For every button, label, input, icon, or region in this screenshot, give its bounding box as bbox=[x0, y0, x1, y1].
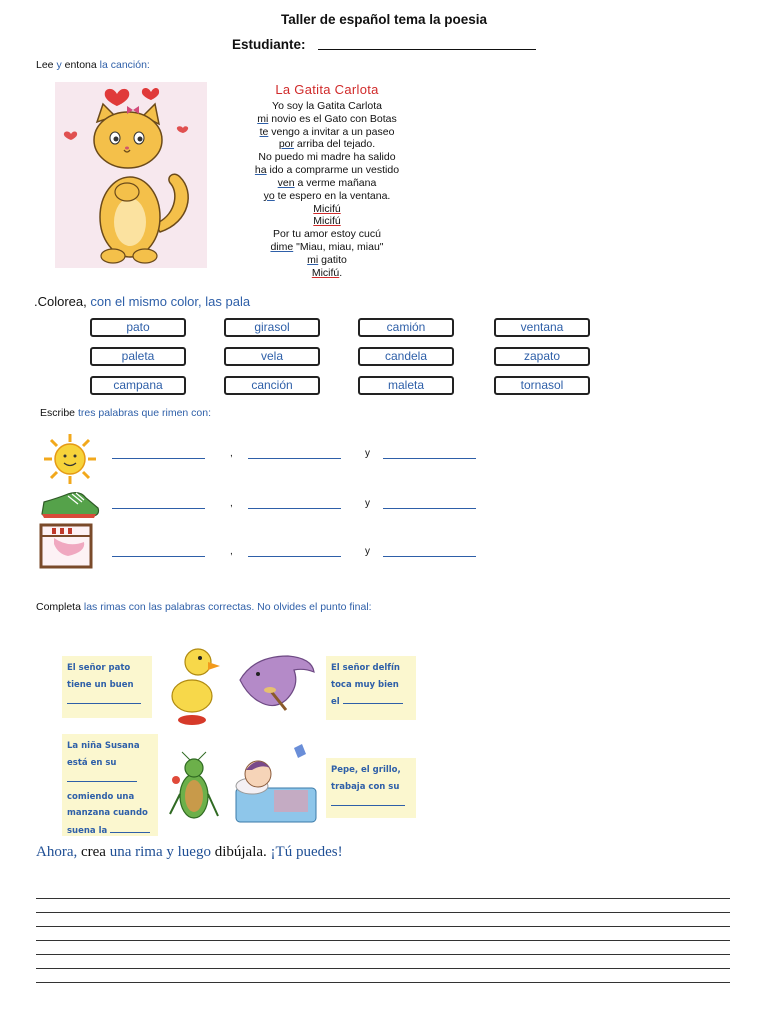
writing-line[interactable] bbox=[36, 926, 730, 927]
section4-instruction: Completa las rimas con las palabras correctas. No olvides el punto final: bbox=[36, 601, 372, 613]
section1-instruction: Lee y entona la canción: bbox=[36, 59, 150, 71]
rhyme-blank[interactable] bbox=[383, 508, 476, 509]
and-separator: y bbox=[365, 546, 370, 557]
section5-instruction: Ahora, crea una rima y luego dibújala. ¡Tú puedes! bbox=[36, 844, 343, 860]
writing-line[interactable] bbox=[36, 898, 730, 899]
section3-instruction: Escribe tres palabras que rimen con: bbox=[40, 407, 212, 419]
rhyme-blank[interactable] bbox=[383, 458, 476, 459]
poem-line: No puedo mi madre ha salido bbox=[258, 151, 396, 164]
duck-icon bbox=[160, 640, 224, 726]
poem-line: Yo soy la Gatita Carlota bbox=[272, 99, 382, 112]
section2-instruction: .Colorea, con el mismo color, las pala bbox=[34, 294, 251, 309]
card-blank[interactable] bbox=[67, 693, 141, 704]
rhyme-blank[interactable] bbox=[112, 458, 205, 459]
window-icon bbox=[38, 522, 94, 570]
word-box[interactable]: maleta bbox=[358, 376, 454, 395]
word-box[interactable]: girasol bbox=[224, 318, 320, 337]
writing-line[interactable] bbox=[36, 982, 730, 983]
word-box[interactable]: candela bbox=[358, 347, 454, 366]
word-box[interactable]: paleta bbox=[90, 347, 186, 366]
poem-line: mi gatito bbox=[307, 253, 347, 266]
poem-line: por arriba del tejado. bbox=[278, 138, 376, 151]
poem-line: ha ido a comprarme un vestido bbox=[254, 164, 400, 177]
writing-line[interactable] bbox=[36, 954, 730, 955]
word-box[interactable]: pato bbox=[90, 318, 186, 337]
writing-line[interactable] bbox=[36, 940, 730, 941]
page-title: Taller de español tema la poesia bbox=[280, 12, 488, 27]
comma-separator: , bbox=[230, 448, 233, 459]
cat-illustration bbox=[55, 82, 207, 268]
poem bbox=[232, 84, 422, 280]
poem-title: La Gatita Carlota bbox=[275, 82, 379, 97]
girl-in-bed-icon bbox=[230, 744, 320, 826]
cat-icon bbox=[55, 82, 207, 268]
comma-separator: , bbox=[230, 498, 233, 509]
rhyme-blank[interactable] bbox=[383, 556, 476, 557]
word-box[interactable]: ventana bbox=[494, 318, 590, 337]
poem-line: Micifú bbox=[313, 202, 341, 215]
rhyme-card-delfin: El señor delfín toca muy bien el bbox=[326, 656, 416, 720]
comma-separator: , bbox=[230, 546, 233, 557]
dolphin-icon bbox=[234, 646, 318, 712]
word-box[interactable]: campana bbox=[90, 376, 186, 395]
writing-line[interactable] bbox=[36, 912, 730, 913]
word-box[interactable]: canción bbox=[224, 376, 320, 395]
rhyme-blank[interactable] bbox=[112, 556, 205, 557]
word-box[interactable]: vela bbox=[224, 347, 320, 366]
shoe-icon bbox=[38, 488, 102, 520]
rhyme-blank[interactable] bbox=[248, 458, 341, 459]
card-blank[interactable] bbox=[67, 771, 137, 782]
poem-line: yo te espero en la ventana. bbox=[263, 189, 391, 202]
student-name-field[interactable] bbox=[318, 49, 536, 50]
word-box[interactable]: tornasol bbox=[494, 376, 590, 395]
card-blank[interactable] bbox=[110, 822, 150, 833]
sun-icon bbox=[36, 432, 104, 486]
writing-line[interactable] bbox=[36, 968, 730, 969]
rhyme-card-pato: El señor pato tiene un buen bbox=[62, 656, 152, 718]
word-box[interactable]: zapato bbox=[494, 347, 590, 366]
rhyme-card-susana: La niña Susana está en su comiendo una manzana cuando suena la bbox=[62, 734, 158, 836]
poem-line: Micifú bbox=[313, 215, 341, 228]
poem-line: te vengo a invitar a un paseo bbox=[259, 125, 395, 138]
rhyme-blank[interactable] bbox=[248, 508, 341, 509]
and-separator: y bbox=[365, 498, 370, 509]
poem-line: dime "Miau, miau, miau" bbox=[270, 241, 384, 254]
student-label: Estudiante: bbox=[232, 37, 306, 52]
card-blank[interactable] bbox=[331, 795, 405, 806]
poem-line: Por tu amor estoy cucú bbox=[273, 228, 381, 241]
rhyme-blank[interactable] bbox=[248, 556, 341, 557]
word-box[interactable]: camión bbox=[358, 318, 454, 337]
poem-line: ven a verme mañana bbox=[277, 176, 377, 189]
poem-line: Micifú. bbox=[311, 266, 343, 279]
poem-line: mi novio es el Gato con Botas bbox=[257, 112, 397, 125]
grasshopper-icon bbox=[164, 750, 222, 828]
rhyme-card-grillo: Pepe, el grillo, trabaja con su bbox=[326, 758, 416, 818]
rhyme-blank[interactable] bbox=[112, 508, 205, 509]
card-blank[interactable] bbox=[343, 693, 403, 704]
and-separator: y bbox=[365, 448, 370, 459]
